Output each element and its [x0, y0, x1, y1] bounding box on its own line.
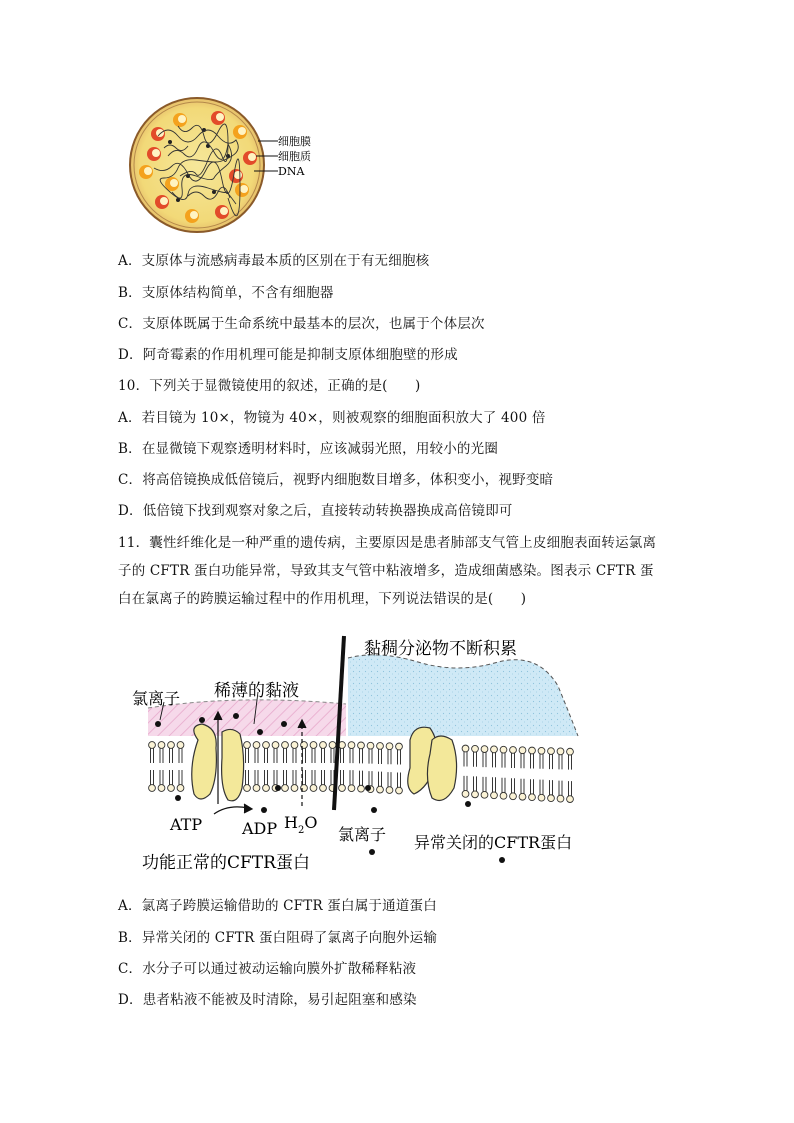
label-cytoplasm: 细胞质 [278, 150, 311, 163]
label-dna: DNA [278, 165, 305, 178]
label-thick-secretion: 黏稠分泌物不断积累 [364, 639, 517, 659]
label-cell-membrane: 细胞膜 [278, 135, 311, 148]
label-normal-cftr: 功能正常的CFTR蛋白 [142, 853, 310, 873]
q9-option-b: B．支原体结构简单，不含有细胞器 [118, 285, 334, 301]
q11-option-c: C．水分子可以通过被动运输向膜外扩散稀释粘液 [118, 961, 417, 977]
q11-option-a: A．氯离子跨膜运输借助的 CFTR 蛋白属于通道蛋白 [118, 898, 437, 914]
atp-to-adp-arrow [214, 807, 248, 814]
label-h2o: $H_2O$ [284, 813, 318, 836]
q10-option-a: A．若目镜为 10×，物镜为 40×，则被观察的细胞面积放大了 400 倍 [118, 410, 546, 426]
abnormal-cftr-protein [408, 727, 457, 800]
q10-option-b: B．在显微镜下观察透明材料时，应该减弱光照，用较小的光圈 [118, 441, 499, 457]
label-atp: ATP [170, 815, 203, 834]
cftr-figure [118, 628, 608, 873]
q9-option-c: C．支原体既属于生命系统中最基本的层次，也属于个体层次 [118, 316, 485, 332]
q9-option-a: A．支原体与流感病毒最本质的区别在于有无细胞核 [118, 253, 430, 269]
label-adp: ADP [242, 819, 278, 838]
label-abnormal-cftr: 异常关闭的CFTR蛋白 [414, 833, 573, 852]
q11-option-b: B．异常关闭的 CFTR 蛋白阻碍了氯离子向胞外运输 [118, 930, 438, 946]
q11-stem: 11．囊性纤维化是一种严重的遗传病，主要原因是患者肺部支气管上皮细胞表面转运氯离子的 CFTR 蛋白功能异常，导致其支气管中粘液增多，造成细菌感染。图表示 CFTR 蛋白在氯离子的跨膜运输过程中的作用机理，下列说法错误的是( ) [118, 535, 657, 607]
label-chloride-bottom: 氯离子 [338, 825, 387, 844]
thick-mucus-layer [348, 655, 578, 736]
label-thin-mucus: 稀薄的黏液 [214, 681, 299, 701]
q10-option-d: D．低倍镜下找到观察对象之后，直接转动转换器换成高倍镜即可 [118, 503, 513, 519]
q10-stem: 10．下列关于显微镜使用的叙述，正确的是( ) [118, 378, 421, 394]
q11-option-d: D．患者粘液不能被及时清除，易引起阻塞和感染 [118, 992, 417, 1008]
label-chloride-top: 氯离子 [132, 689, 181, 708]
mycoplasma-figure [118, 96, 348, 246]
q9-option-d: D．阿奇霉素的作用机理可能是抑制支原体细胞壁的形成 [118, 347, 458, 363]
q10-option-c: C．将高倍镜换成低倍镜后，视野内细胞数目增多，体积变小，视野变暗 [118, 472, 554, 488]
